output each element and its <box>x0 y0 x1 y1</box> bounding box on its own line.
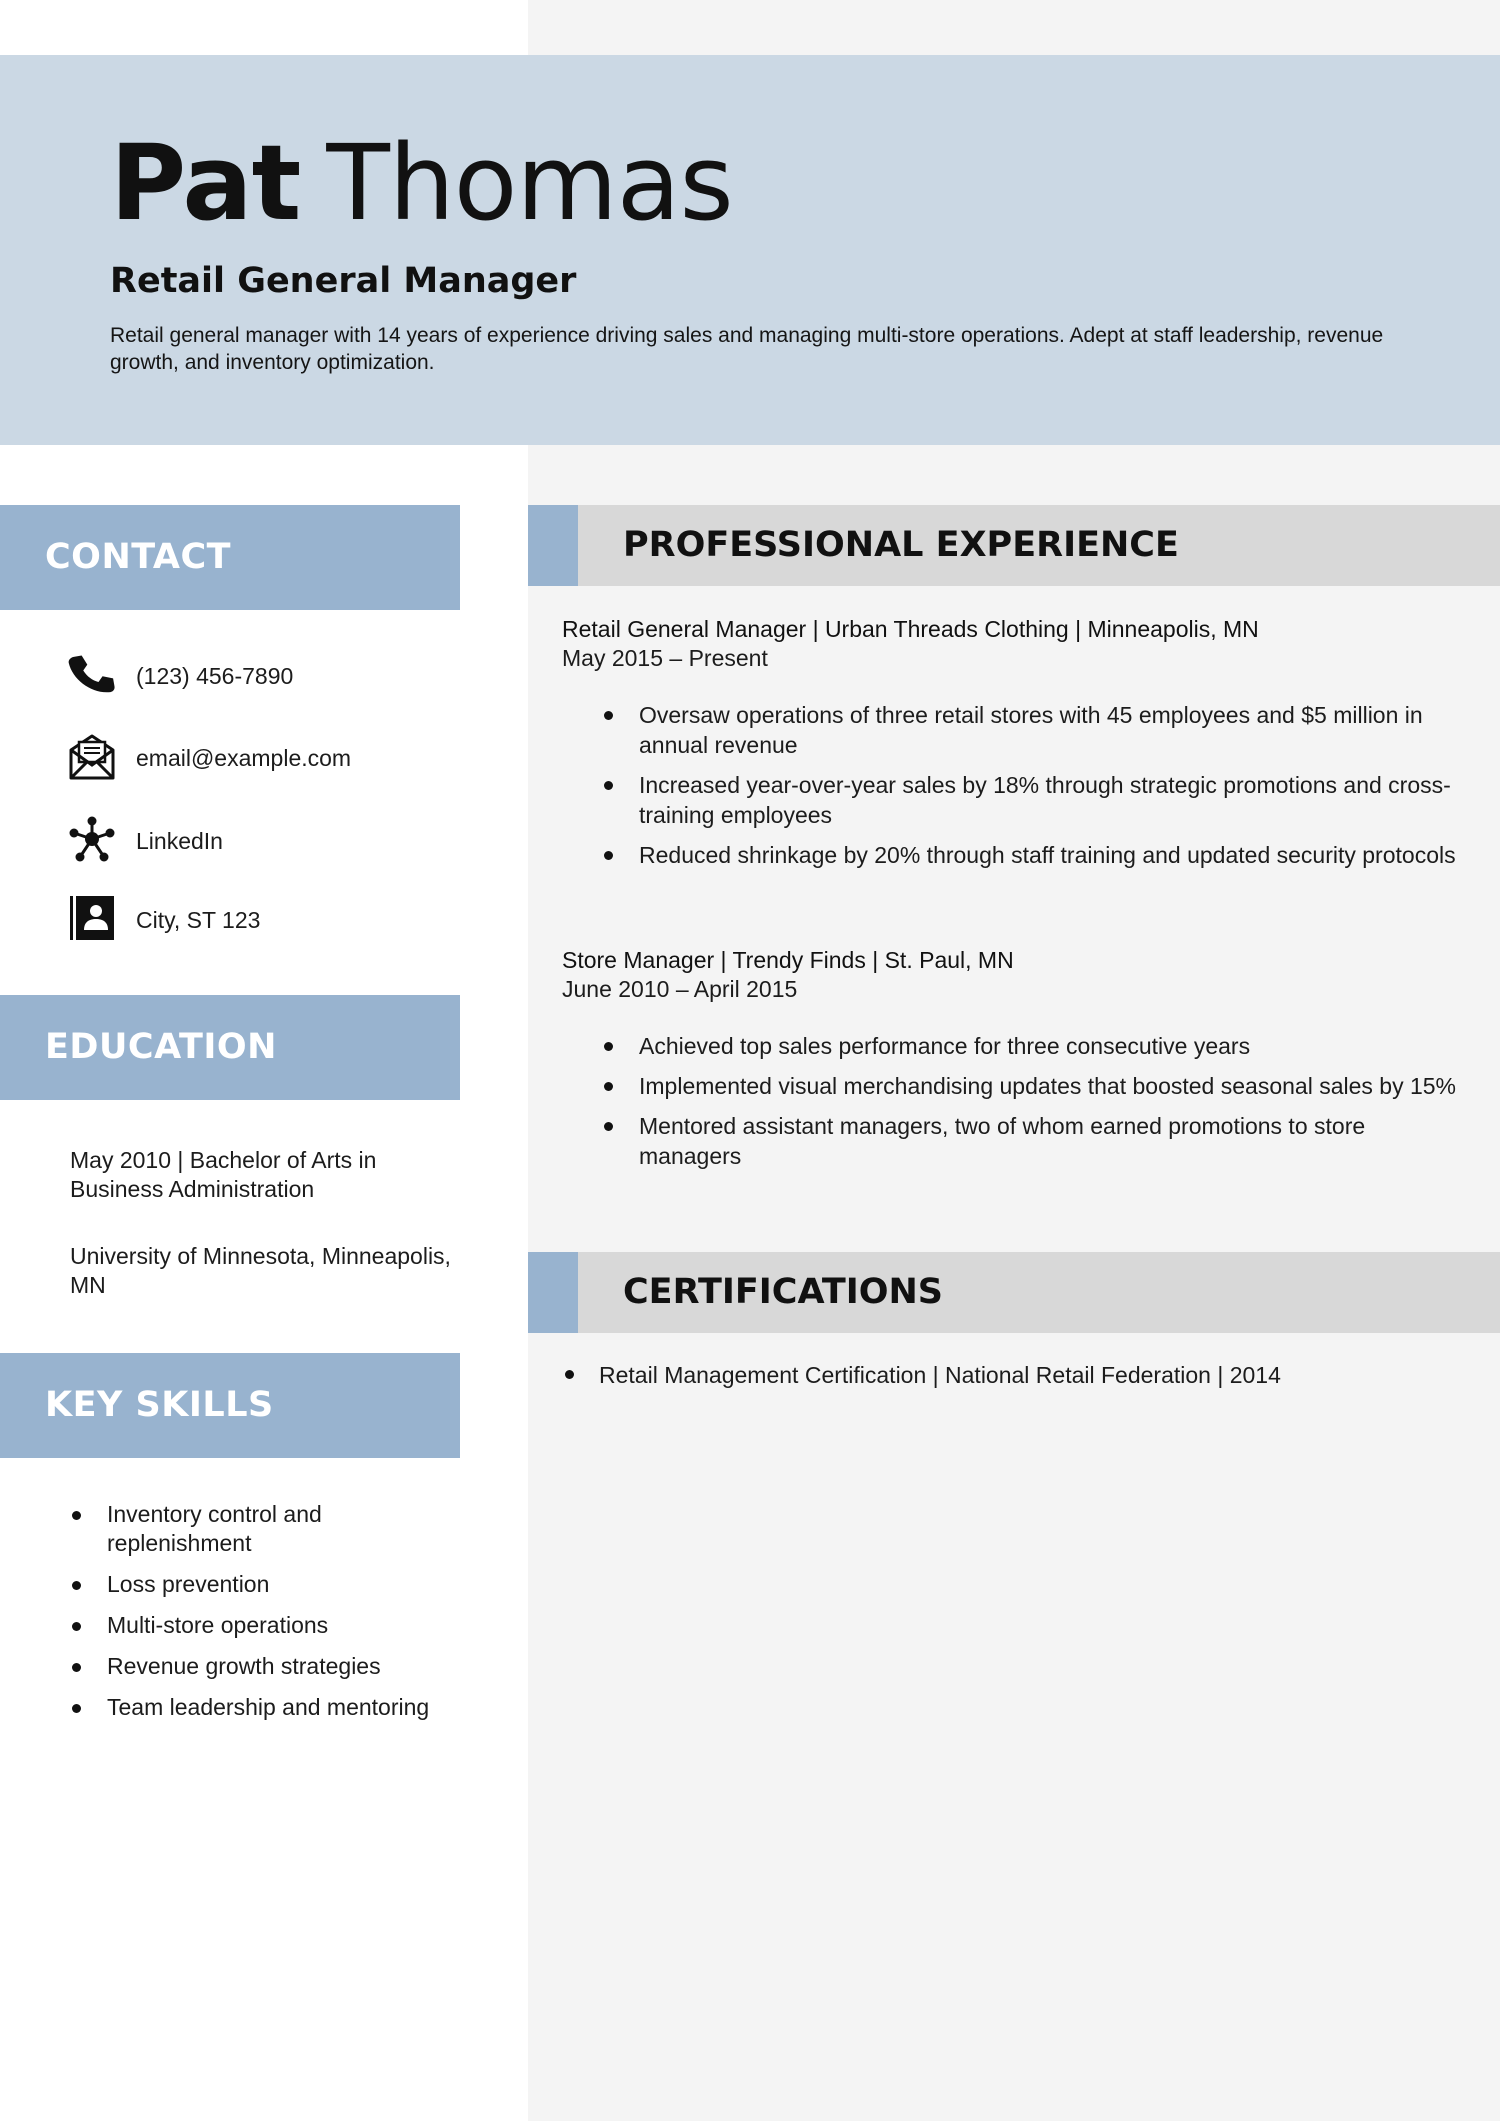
list-item: Implemented visual merchandising updates that boosted seasonal sales by 15% <box>562 1071 1459 1101</box>
job-title: Retail General Manager <box>110 261 577 301</box>
school: University of Minnesota, Minneapolis, MN <box>70 1243 451 1298</box>
experience-heading-bar <box>528 505 1500 586</box>
skills-heading: KEY SKILLS <box>0 1353 460 1458</box>
phone-icon <box>68 650 116 698</box>
full-name <box>110 118 733 248</box>
heading-accent <box>528 1252 578 1333</box>
list-item: Team leadership and mentoring <box>68 1693 468 1722</box>
phone-number: (123) 456-7890 <box>136 663 294 689</box>
experience-heading: PROFESSIONAL EXPERIENCE <box>623 525 1179 565</box>
contact-email <box>68 732 468 782</box>
certifications-list <box>562 1360 1472 1390</box>
address-book-icon <box>68 894 116 942</box>
job-dates: May 2015 – Present <box>562 645 768 671</box>
contact-address <box>68 894 468 944</box>
list-item: Reduced shrinkage by 20% through staff training and updated security protocols <box>562 840 1459 870</box>
list-item: Increased year-over-year sales by 18% through strategic promotions and cross-training employees <box>562 770 1459 830</box>
list-item: Multi-store operations <box>68 1611 468 1640</box>
list-item: Retail Management Certification | National Retail Federation | 2014 <box>562 1360 1472 1390</box>
job-bullets <box>562 700 1472 870</box>
list-item: Oversaw operations of three retail stores with 45 employees and $5 million in annual revenue <box>562 700 1459 760</box>
certifications-heading: CERTIFICATIONS <box>623 1272 944 1312</box>
contact-heading: CONTACT <box>0 505 460 610</box>
network-icon <box>68 815 116 863</box>
skills-list <box>68 1500 468 1734</box>
job-title-line: Retail General Manager | Urban Threads Clothing | Minneapolis, MN <box>562 616 1259 642</box>
job-dates: June 2010 – April 2015 <box>562 976 798 1002</box>
envelope-icon <box>68 732 116 780</box>
contact-phone <box>68 650 468 700</box>
list-item: Achieved top sales performance for three consecutive years <box>562 1031 1459 1061</box>
degree: May 2010 | Bachelor of Arts in Business Administration <box>70 1147 377 1202</box>
summary: Retail general manager with 14 years of experience driving sales and managing multi-store operations. Adept at staff leadership, revenue growth, and inventory optimization. <box>110 324 1384 374</box>
education-heading: EDUCATION <box>0 995 460 1100</box>
job-bullets <box>562 1031 1472 1171</box>
last-name: Thomas <box>326 122 733 244</box>
first-name: Pat <box>110 122 301 244</box>
job-title-line: Store Manager | Trendy Finds | St. Paul, MN <box>562 947 1014 973</box>
email-address: email@example.com <box>136 745 352 771</box>
list-item: Loss prevention <box>68 1570 468 1599</box>
resume-header <box>0 55 1500 445</box>
job-entry <box>562 615 1472 880</box>
list-item: Mentored assistant managers, two of whom earned promotions to store managers <box>562 1111 1459 1171</box>
certifications-heading-bar <box>528 1252 1500 1333</box>
list-item: Inventory control and replenishment <box>68 1500 468 1558</box>
address: City, ST 123 <box>136 907 261 933</box>
linkedin-link[interactable]: LinkedIn <box>136 828 223 854</box>
contact-linkedin <box>68 815 468 865</box>
job-entry <box>562 946 1472 1181</box>
heading-accent <box>528 505 578 586</box>
list-item: Revenue growth strategies <box>68 1652 468 1681</box>
